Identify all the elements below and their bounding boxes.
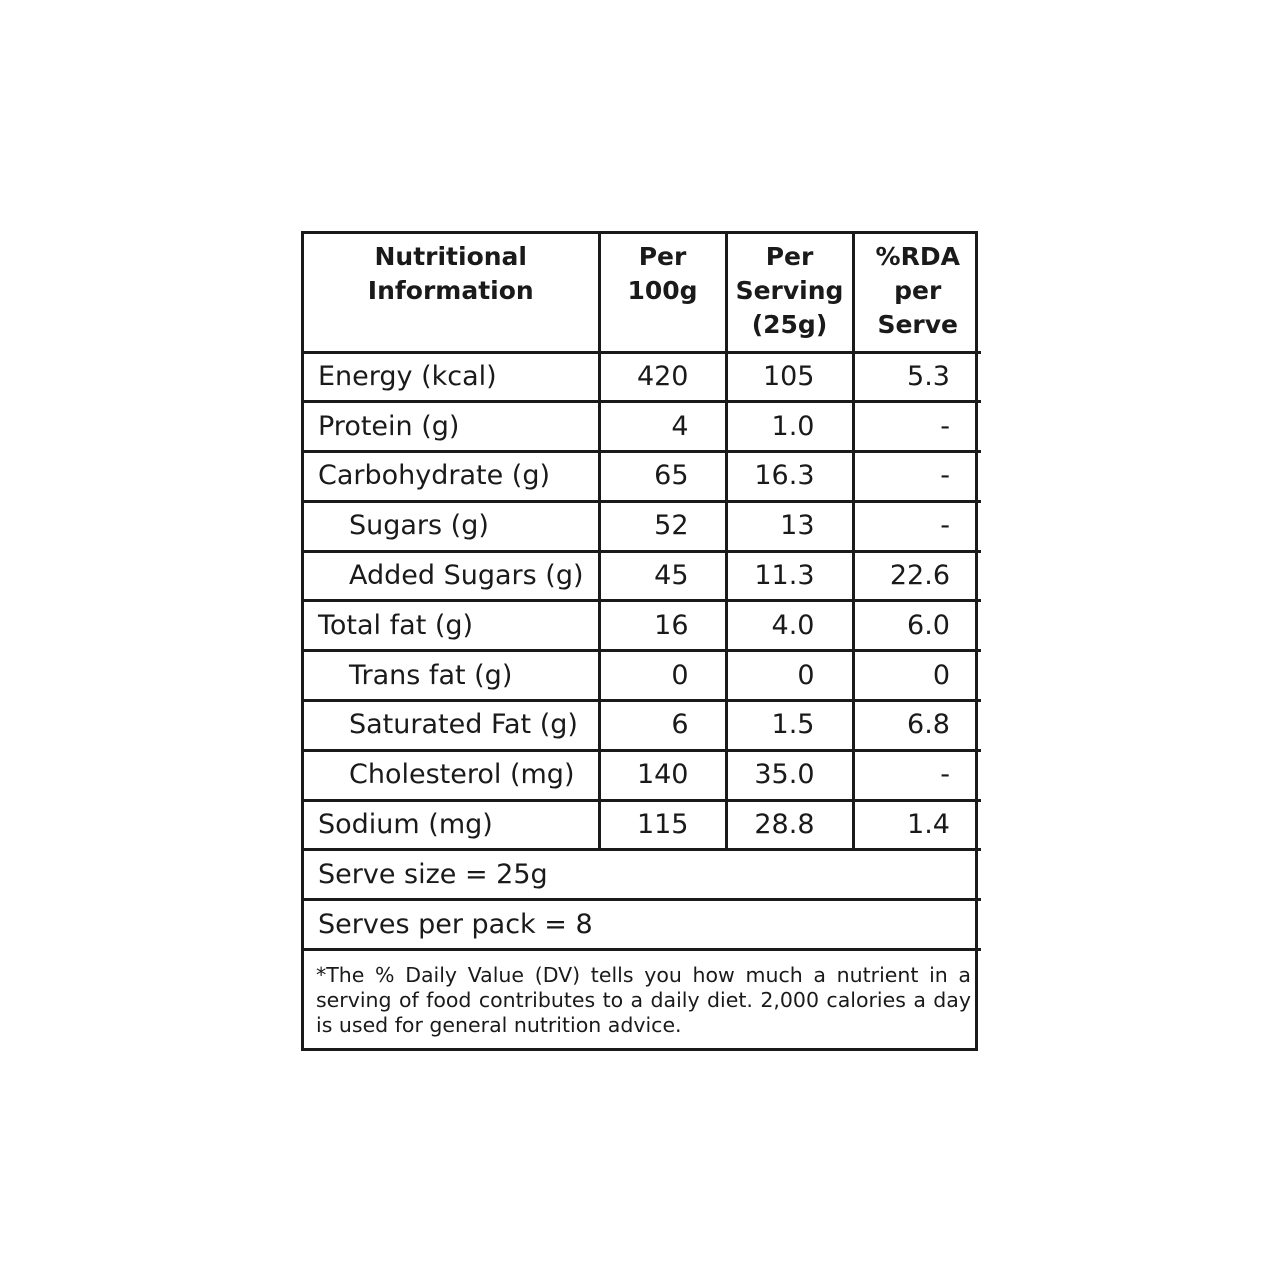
value-per-serving: 13 [726,501,853,551]
value-per-100g: 420 [599,352,726,402]
table-row [304,701,981,751]
nutrition-table [304,234,981,1048]
table-row [304,601,981,651]
value-per-serving: 4.0 [726,601,853,651]
value-per-serving: 0 [726,651,853,701]
table-row [304,352,981,402]
value-per-serving: 16.3 [726,452,853,502]
value-rda: 6.0 [853,601,981,651]
header-per-serving: Per Serving (25g) [726,234,853,352]
table-row [304,551,981,601]
nutrient-name: Sugars (g) [304,501,599,551]
value-rda: - [853,402,981,452]
value-per-100g: 45 [599,551,726,601]
value-per-serving: 1.5 [726,701,853,751]
value-per-100g: 140 [599,750,726,800]
value-rda: - [853,501,981,551]
value-per-serving: 11.3 [726,551,853,601]
table-row [304,800,981,850]
value-rda: 0 [853,651,981,701]
table-row [304,501,981,551]
nutrient-name: Added Sugars (g) [304,551,599,601]
value-per-serving: 28.8 [726,800,853,850]
value-per-100g: 0 [599,651,726,701]
value-per-100g: 115 [599,800,726,850]
value-per-100g: 16 [599,601,726,651]
value-per-100g: 65 [599,452,726,502]
nutrient-name: Total fat (g) [304,601,599,651]
header-per-100g: Per 100g [599,234,726,352]
value-per-serving: 105 [726,352,853,402]
nutrition-facts-panel [301,231,978,1051]
header-row [304,234,981,352]
table-row [304,452,981,502]
nutrient-name: Cholesterol (mg) [304,750,599,800]
footnote-row [304,950,981,1049]
nutrient-name: Saturated Fat (g) [304,701,599,751]
value-per-serving: 1.0 [726,402,853,452]
value-rda: 1.4 [853,800,981,850]
value-rda: 22.6 [853,551,981,601]
value-per-100g: 6 [599,701,726,751]
value-rda: - [853,750,981,800]
value-per-100g: 52 [599,501,726,551]
value-per-serving: 35.0 [726,750,853,800]
header-nutritional-information: Nutritional Information [304,234,599,352]
value-per-100g: 4 [599,402,726,452]
nutrient-name: Protein (g) [304,402,599,452]
nutrient-name: Carbohydrate (g) [304,452,599,502]
daily-value-footnote: *The % Daily Value (DV) tells you how much a nutrient in a serving of food contributes to a daily diet. 2,000 calories a day is used for general nutrition advice. [304,950,981,1049]
header-rda-per-serve: %RDA per Serve [853,234,981,352]
serve-size-text: Serve size = 25g [304,850,981,900]
value-rda: - [853,452,981,502]
nutrient-name: Sodium (mg) [304,800,599,850]
value-rda: 5.3 [853,352,981,402]
table-row [304,402,981,452]
serves-per-pack-text: Serves per pack = 8 [304,900,981,950]
table-row [304,750,981,800]
serve-size-row [304,850,981,900]
value-rda: 6.8 [853,701,981,751]
nutrient-name: Energy (kcal) [304,352,599,402]
nutrient-name: Trans fat (g) [304,651,599,701]
table-row [304,651,981,701]
serves-per-pack-row [304,900,981,950]
